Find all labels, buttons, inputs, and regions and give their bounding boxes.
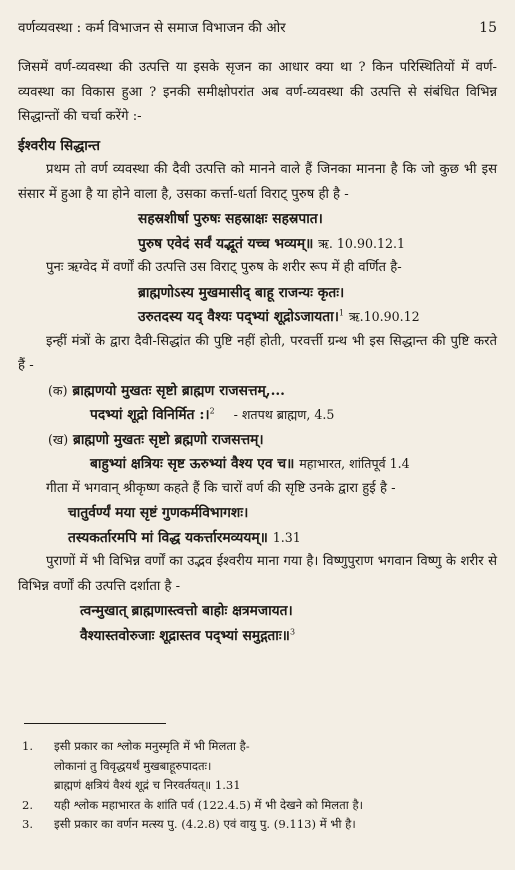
footnote-3 [18, 815, 497, 835]
footnotes [18, 737, 497, 835]
verse-line-2-ref: ऋ. 10.90.12.1 [318, 235, 406, 251]
quote-ka-label: (क) [48, 382, 68, 398]
verse-line-3: ब्राह्मणोऽस्य मुखमासीद् बाहू राजन्यः कृतः। [138, 284, 345, 301]
quote-kha-line-2 [18, 452, 497, 477]
quote-kha-text-1: ब्राह्मणो मुखतः सृष्टो ब्रह्मणो राजसत्तम्। [72, 431, 264, 448]
footnote-marker-2: 2 [209, 406, 215, 416]
footnote-3-text: इसी प्रकार का वर्णन मत्स्य पु. (4.2.8) एवं वायु पु. (9.113) में भी है। [54, 817, 356, 831]
footnote-2-number: 2. [22, 797, 34, 812]
intro-paragraph: जिसमें वर्ण-व्यवस्था की उत्पत्ति या इसके सृजन का आधार क्या था ? किन परिस्थितियों में वर्ण-व्यवस्था का विकास हुआ ? इनकी समीक्षोपरांत अब वर्ण-व्यवस्था की उत्पत्ति से संबंधित विभिन्न सिद्धान्तों की चर्चा करेंगे :- [18, 60, 497, 124]
vishnu-purana-line-2 [18, 624, 497, 649]
vishnu-purana-line-2-text: वैश्यास्तवोरुजाः शूद्रास्तव पद्भ्यां समुद्गताः॥ [80, 627, 290, 644]
footnote-1-line-3: ब्राह्मणं क्षत्रियं वैश्यं शूद्रं च निरवर्तयत्॥ 1.31 [54, 778, 241, 792]
quote-ka-text-1: ब्राह्मणयो मुखतः सृष्टो ब्राह्मण राजसत्तम्,... [72, 382, 285, 399]
quote-ka-line-1 [18, 379, 497, 404]
running-header [18, 18, 497, 40]
footnote-2 [18, 796, 497, 816]
footnote-2-text: यही श्लोक महाभारत के शांति पर्व (122.4.5) में भी देखने को मिलता है। [54, 797, 364, 812]
vishnu-purana-line-1: त्वन्मुखात् ब्राह्मणास्त्वत्तो बाहोः क्षत्रमजायत। [80, 603, 293, 619]
gita-line-2 [18, 526, 497, 551]
quote-kha-ref: महाभारत, शांतिपूर्व 1.4 [299, 456, 410, 471]
gita-line-1: चातुर्वर्ण्यं मया सृष्टं गुणकर्मविभागशः। [68, 505, 249, 521]
gita-line-2-ref: 1.31 [272, 529, 301, 545]
footnote-marker-3: 3 [289, 626, 296, 636]
footnote-1-number: 1. [22, 739, 34, 753]
verse-line-1: सहस्रशीर्षा पुरुषः सहस्राक्षः सहस्रपात। [138, 211, 323, 227]
footnote-1-line-1: इसी प्रकार का श्लोक मनुस्मृति में भी मिलता है- [54, 739, 250, 753]
verse-line-2-text: पुरुष एवेदं सर्वं यद्भूतं यच्च भव्यम्॥ [138, 235, 314, 252]
footnote-rule [24, 723, 166, 724]
footnote-1 [18, 737, 497, 757]
footnote-3-number: 3. [22, 817, 34, 831]
quote-kha-line-1 [18, 428, 497, 453]
paragraph-4: गीता में भगवान् श्रीकृष्ण कहते हैं कि चारों वर्ण की सृष्टि उनके द्वारा हुई है - [46, 480, 396, 496]
verse-line-4-text: उरुतदस्य यद् वैश्यः पद्भ्यां शूद्रोऽजायता। [138, 309, 339, 325]
footnote-marker-1: 1 [338, 308, 345, 318]
gita-line-2-text: तस्यकर्तारमपि मां विद्ध यकर्त्तारमव्ययम्॥ [68, 529, 268, 546]
verse-line-2 [18, 232, 497, 257]
quote-ka-line-2 [18, 403, 497, 428]
paragraph-1: प्रथम तो वर्ण व्यवस्था की दैवी उत्पत्ति को मानने वाले हैं जिनका मानना है कि जो कुछ भी इस संसार में हुआ है या होने वाला है, उसका कर्त्ता-धर्ता विराट् पुरुष ही है - [18, 162, 497, 202]
quote-ka-text-2: पदभ्यां शूद्रो विनिर्मित :। [90, 407, 210, 423]
quote-kha-label: (ख) [48, 431, 69, 447]
quote-ka-ref: - शतपथ ब्राह्मण, 4.5 [233, 407, 335, 422]
paragraph-2: पुनः ऋग्वेद में वर्णों की उत्पत्ति उस विराट् पुरुष के शरीर रूप में ही वर्णित है- [46, 260, 402, 275]
paragraph-5: पुराणों में भी विभिन्न वर्णों का उद्भव ईश्वरीय माना गया है। विष्णुपुराण भगवान विष्णु के शरीर से विभिन्न वर्णों की उत्पत्ति दर्शाता है - [18, 554, 497, 594]
paragraph-3: इन्हीं मंत्रों के द्वारा दैवी-सिद्धांत की पुष्टि नहीं होती, परवर्त्ती ग्रन्थ भी इस सिद्धान्त की पुष्टि करते हैं - [18, 333, 497, 373]
verse-line-4 [18, 305, 497, 330]
quote-kha-text-2: बाहुभ्यां क्षत्रियः सृष्ट ऊरुभ्यां वैश्य एव च॥ [90, 456, 295, 472]
running-title: वर्णव्यवस्था : कर्म विभाजन से समाज विभाजन की ओर [18, 20, 286, 36]
body-text [18, 56, 497, 648]
footnote-1-line-2: लोकानां तु विवृद्धयर्थं मुखबाहूरुपादतः। [54, 758, 212, 773]
page-number: 15 [479, 20, 497, 36]
section-heading: ईश्वरीय सिद्धान्त [18, 137, 100, 154]
verse-line-4-ref: ऋ.10.90.12 [348, 309, 420, 324]
